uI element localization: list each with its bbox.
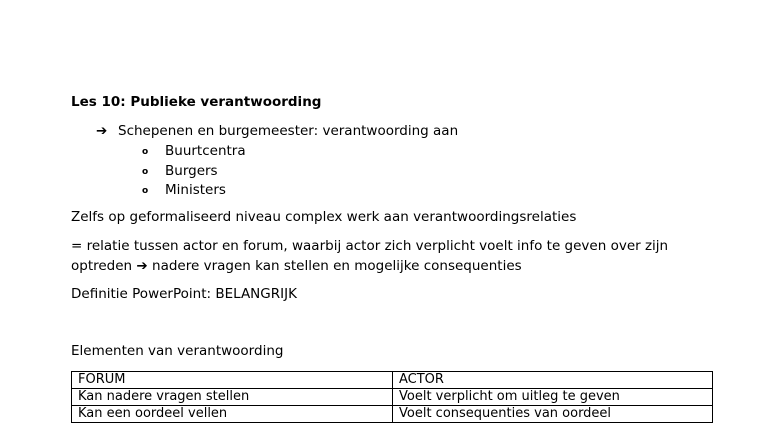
- list-item-text: Ministers: [165, 182, 226, 198]
- list-item: [142, 162, 246, 182]
- table-row: [72, 389, 713, 406]
- paragraph-powerpoint-note: Definitie PowerPoint: BELANGRIJK: [71, 286, 297, 302]
- bullet-icon: o: [142, 147, 149, 157]
- definition-line-2: [71, 257, 668, 277]
- list-item-text: Buurtcentra: [165, 143, 246, 159]
- definition-line-1: = relatie tussen actor en forum, waarbij actor zich verplicht voelt info te geven over zijn: [71, 238, 669, 254]
- arrow-item-text: Schepenen en burgemeester: verantwoording aan: [118, 123, 459, 139]
- arrow-list-item: [96, 123, 458, 139]
- bullet-icon: o: [142, 186, 149, 196]
- definition-line-2-start: optreden: [71, 257, 133, 274]
- paragraph-definition: [71, 237, 668, 276]
- table-row: [72, 406, 713, 423]
- header-cell-actor: ACTOR: [393, 372, 713, 389]
- arrow-right-icon: ➔: [136, 257, 148, 274]
- table-cell: Kan een oordeel vellen: [72, 406, 393, 423]
- arrow-right-icon: ➔: [96, 123, 108, 139]
- definition-line-2-end: nadere vragen kan stellen en mogelijke consequenties: [152, 257, 522, 274]
- table-cell: Kan nadere vragen stellen: [72, 389, 393, 406]
- paragraph-complex-work: Zelfs op geformaliseerd niveau complex werk aan verantwoordingsrelaties: [71, 209, 577, 225]
- list-item-text: Burgers: [165, 162, 218, 179]
- sub-bullet-list: [142, 142, 246, 201]
- list-item: [142, 142, 246, 162]
- table-header-row: [72, 372, 713, 389]
- table-cell: Voelt consequenties van oordeel: [393, 406, 713, 423]
- list-item: [142, 181, 246, 201]
- header-cell-forum: FORUM: [72, 372, 393, 389]
- section-heading: Les 10: Publieke verantwoording: [71, 94, 322, 110]
- bullet-icon: o: [142, 166, 149, 177]
- table-caption: Elementen van verantwoording: [71, 343, 284, 359]
- table-cell: Voelt verplicht om uitleg te geven: [393, 389, 713, 406]
- elements-table: [71, 371, 713, 423]
